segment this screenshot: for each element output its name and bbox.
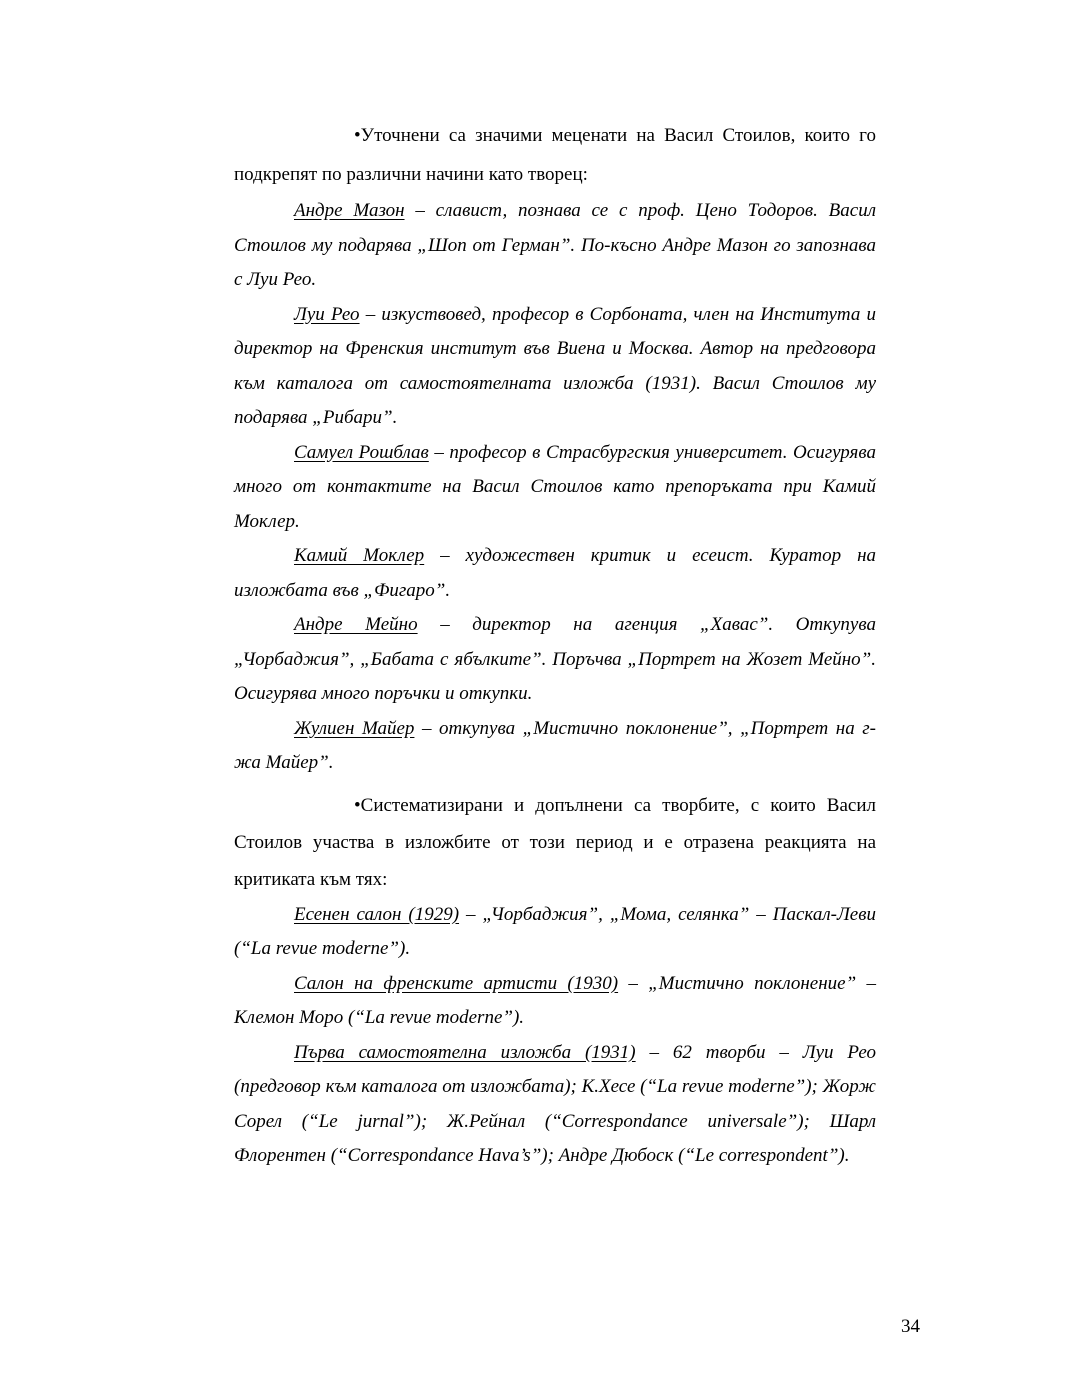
patron-description: – изкуствовед, професор в Сорбоната, член на Института и директор на Френския институт във Виена и Москва. Автор на предговора към каталога от самостоятелната изложба (1931). Васил Стоилов му подарява „Рибари”. [234, 303, 876, 428]
exhibition-name: Салон на френските артисти (1930) [294, 972, 619, 994]
exhibition-description: – 62 творби – Луи Рео (предговор към каталога от изложбата); К.Хесе (“La revue moderne”); Жорж Сорел (“Le jurnal”); Ж.Рейнал (“Correspondance universale”); Шарл Флорентен (“Correspondance Hava’s”); Андре Дюбоск (“Le correspondent”). [234, 1041, 876, 1166]
patron-description: – директор на агенция „Хавас”. Откупува „Чорбаджия”, „Бабата с ябълките”. Поръчва „Портрет на Жозет Мейно”. Осигурява много поръчки и откупки. [234, 614, 876, 704]
section-2-intro [234, 787, 876, 898]
bullet-icon: • [354, 794, 361, 816]
patron-description: – професор в Страсбургския университет. Осигурява много от контактите на Васил Стоилов като препоръката при Камий Моклер. [234, 441, 877, 532]
patron-name: Андре Мазон [294, 200, 405, 221]
section-1-intro [234, 116, 876, 194]
exhibition-description: – „Мистично поклонение” – Клемон Моро (“La revue moderne”). [234, 972, 876, 1028]
patron-description: – откупува „Мистично поклонение”, „Портрет на г-жа Майер”. [234, 717, 876, 773]
text-column [234, 116, 876, 1174]
section-2-intro-text: Систематизирани и допълнени са творбите, с които Васил Стоилов участва в изложбите от този период и е отразена реакцията на критиката към тях: [234, 794, 876, 890]
bullet-icon: • [354, 125, 361, 146]
exhibition-entry [234, 898, 876, 967]
patron-name: Жулиен Майер [294, 717, 415, 739]
patron-description: – славист, познава се с проф. Цено Тодоров. Васил Стоилов му подарява „Шоп от Герман”. По-късно Андре Мазон го запознава с Луи Рео. [234, 200, 876, 290]
patron-entry [234, 194, 876, 298]
exhibition-entry [234, 1036, 876, 1174]
patron-name: Самуел Рошблав [294, 441, 429, 463]
exhibition-name: Първа самостоятелна изложба (1931) [294, 1041, 636, 1063]
patron-name: Андре Мейно [294, 614, 418, 635]
patron-entry [234, 436, 876, 540]
exhibition-description: – „Чорбаджия”, „Мома, селянка” – Паскал-Леви (“La revue moderne”). [234, 903, 876, 959]
patron-entry [234, 298, 876, 436]
patron-name: Луи Рео [294, 303, 360, 325]
section-1-intro-text: Уточнени са значими меценати на Васил Стоилов, които го подкрепят по различни начини като творец: [234, 125, 876, 185]
patron-entry [234, 608, 876, 712]
page-number: 34 [901, 1316, 920, 1337]
patron-entry [234, 712, 876, 781]
patron-description: – художествен критик и есеист. Куратор на изложбата във „Фигаро”. [234, 545, 876, 601]
patron-entry [234, 539, 876, 608]
exhibition-entry [234, 967, 876, 1036]
patron-name: Камий Моклер [294, 545, 425, 566]
exhibition-name: Есенен салон (1929) [294, 903, 460, 925]
